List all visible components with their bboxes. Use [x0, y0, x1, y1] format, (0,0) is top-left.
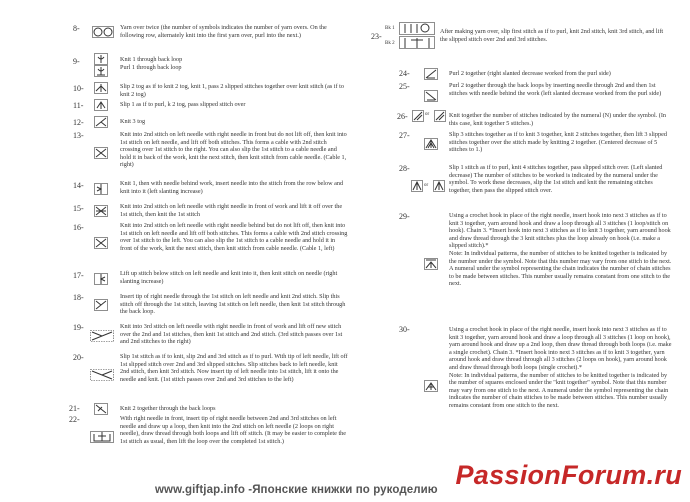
entry-text: Yarn over twice (the number of symbols indicates the number of yarn overs. On the following row, alternately knit into the first yarn over, purl into the next.) [120, 24, 327, 39]
cable-right-icon [94, 147, 112, 161]
entry-text: Slip 1 as if to purl, k 2 tog, pass slipped stitch over [120, 101, 246, 108]
entry-text: Using a crochet hook in place of the right needle, insert hook into next 3 stitches as if to knit 3 together, yarn around hook and draw a loop through all 3 stitches (1 loop on hook), yarn around hook and draw up a 2nd loop, then draw thread through both loops (i.e. make a single crochet). Chain 3. *Insert hook into next 3 stitches as if to knit 3 together, yarn around hook and draw thread through all 3 stitches (2 loops on hook), yarn around hook and draw thread through both loops (single crochet).* Note: In individual patterns, the number of stitches to be knitted together is indicated by the number of squares enclosed under the "knit together" symbol. Note that this number may vary from one stitch to the next. A numeral under the symbol representing the chain indicates the number of chain stitches to be made between stitches. This number usually remains constant from one stitch to the next. [449, 326, 672, 409]
entry-number: 9- [73, 57, 80, 66]
entry-text: After making yarn over, slip first stitch as if to purl, knit 2nd stitch, knit 3rd stitch, and lift the slipped stitch over 2nd and 3rd stitches. [440, 28, 664, 43]
knit-below-icon [94, 183, 112, 197]
entry-text: Knit together the number of stitches indicated by the numeral (N) under the symbol. (In this case, knit together 5 stitches.) [449, 112, 667, 127]
entry-number: 25- [399, 82, 410, 91]
entry-number: 14- [73, 181, 84, 190]
knit-n-tog-icon [412, 110, 448, 124]
entry-text: Slip 1st stitch as if to knit, slip 2nd and 3rd stitch as if to purl. With tip of left needle, lift off 1st slipped stitch over 2nd and 3rd slipped stitches. Slip stitches back to left needle, knit 2nd stitch, then knit 3rd stitch. Now insert tip of left needle into 1st stitch, lift it onto the needle and knit. (1st stitch passes over 2nd and 3rd stitches to the left) [120, 353, 348, 383]
entry-number: 27- [399, 131, 410, 140]
entry-number: 22- [69, 415, 80, 424]
knit-2-tog-back-icon [94, 403, 112, 417]
entry-number: 29- [399, 212, 410, 221]
cross-lift-icon [94, 205, 112, 219]
entry-number: 26- [397, 112, 408, 121]
entry-number: 11- [73, 101, 84, 110]
wrap-stitch-icon [90, 431, 114, 445]
entry-number: 13- [73, 131, 84, 140]
knit-back-loop-icon [94, 53, 112, 67]
entry-number: 8- [73, 24, 80, 33]
entry-text: Slip 3 stitches together as if to knit 3 together, knit 2 stitches together, then lift 3 slipped stitches together over the stitch made by knitting 2 together. (Centered decrease of 5 stitches to 1.) [449, 131, 667, 154]
entry-number: 30- [399, 325, 410, 334]
entry-text: Slip 1 stitch as if to purl, knit 4 stitches together, pass slipped stitch over. (Left slanted decrease) The number of stitches to be worked is indicated by the numeral under the symbol. To work these decreases, slip the 1st stitch and knit the remaining stitches together, then pass the slipped stitch over. [449, 164, 663, 194]
entry-number: 24- [399, 69, 410, 78]
double-yarn-over-icon [92, 26, 114, 40]
or-label: or [425, 112, 430, 117]
slip-knit-2-pass-icon [94, 99, 112, 113]
entry-text: Knit into 2nd stitch on left needle with right needle in front of work and lift it off over the 1st stitch, then knit the 1st stitch [120, 203, 343, 218]
entry-text: Purl 2 together (right slanted decrease worked from the purl side) [449, 70, 611, 77]
bk-row-icon [399, 22, 435, 50]
entry-text: Knit 1, then with needle behind work, insert needle into the stitch from the row below and knit into it (left slanting increase) [120, 180, 344, 195]
entry-number: 17- [73, 271, 84, 280]
entry-number: 15- [73, 204, 84, 213]
entry-number: 12- [73, 118, 84, 127]
entry-number: 16- [73, 223, 84, 232]
cross-2nd-over-icon [94, 299, 112, 313]
entry-number: 28- [399, 164, 410, 173]
lift-up-increase-icon [94, 273, 112, 287]
purl-2-tog-icon [424, 68, 442, 82]
slip-2-knit-1-pass-icon [94, 82, 112, 96]
entry-text: Knit 2 together through the back loops [120, 405, 216, 412]
crochet-2-loop-icon [424, 380, 442, 394]
slip-knit-n-icon [411, 180, 447, 194]
entry-text: Knit into 2nd stitch on left needle with right needle behind but do not lift off, then knit into 1st stitch on left needle and lift off both stitches. This forms a cable with 2nd stitch crossing over 1st stitch to the left. You can also slip the 1st stitch to a cable needle and hold it in front of the work, knit the next stitch, then knit stitch from cable needle. (Cable 1, left) [120, 222, 348, 252]
entry-text: Slip 2 tog as if to knit 2 tog, knit 1, pass 2 slipped stitches together over knit stitch (as if to knit 2 tog) [120, 83, 344, 98]
entry-number: 19- [73, 323, 84, 332]
watermark: PassionForum.ru [455, 460, 682, 490]
or-label: or [424, 183, 429, 188]
bk-label: Bk 2 [385, 41, 395, 46]
entry-number: 20- [73, 353, 84, 362]
entry-text: Using a crochet hook in place of the right needle, insert hook into next 3 stitches as if to knit 3 together, yarn around hook and draw a loop through all 3 stitches (1 loop/stitch on hook). Chain 3. *Insert hook into next 3 stitches as if to knit 3 together, yarn around hook and draw thread through the 3 knit stitches plus the loop already on hook (i.e. make a slipped stitch).* Note: In individual patterns, the number of stitches to be knitted together is indicated by the number under the symbol. Note that this number may vary from one stitch to the next. A numeral under the symbol representing the chain indicates the number of chain stitches to be made between stitches. This number usually remains constant from one stitch to the next. [449, 212, 672, 288]
entry-number: 21- [69, 404, 80, 413]
footer-credit: www.giftjap.info -Японские книжки по рукоделию [155, 484, 438, 496]
entry-text: Purl 2 together through the back loops by inserting needle through 2nd and then 1st stitches with needle behind the work (left slanted decrease worked from the purl side) [449, 82, 662, 97]
entry-text: Lift up stitch below stitch on left needle and knit into it, then knit stitch on needle (right slanting increase) [120, 270, 338, 285]
entry-text: Knit 1 through back loop Purl 1 through back loop [120, 56, 183, 71]
purl-2-tog-back-icon [424, 90, 442, 104]
entry-text: Knit into 3rd stitch on left needle with right needle in front of work and lift off new stitch over the 2nd and 1st stitches, then knit 1st stitch and 2nd stitch. (3rd stitch passes over 1st and 2nd stitches to the right) [120, 323, 343, 346]
cross-3rd-over-icon [90, 330, 114, 344]
entry-text: With right needle in front, insert tip of right needle between 2nd and 3rd stitches on left needle and draw up a loop, then knit into the 2nd stitch on left needle (2 loops on right needle), draw thread through both loops and lift off stitch. (It may be easier to complete the 1st stitch as usual, then lift the loop over the completed 1st stitch.) [120, 415, 347, 445]
slip-3-knit-2-icon [424, 138, 442, 152]
entry-text: Knit 3 tog [120, 118, 146, 125]
entry-number: 10- [73, 84, 84, 93]
entry-text: Knit into 2nd stitch on left needle with right needle in front but do not lift off, then knit into 1st stitch on left needle, and lift off both stitches. This forms a cable with 2nd stitch crossing over 1st stitch to the right. You can also slip the 1st stitch to a cable needle and hold it in back of the work, knit the next stitch, then knit stitch from cable needle. (Cable 1, right) [120, 131, 347, 169]
slip-1st-over-3-icon [90, 369, 114, 383]
cable-left-icon [94, 237, 112, 251]
crochet-cluster-icon [424, 258, 442, 272]
entry-number: 18- [73, 293, 84, 302]
entry-text: Insert tip of right needle through the 1st stitch on left needle and knit 2nd stitch. Slip this stitch off through the 1st stitch, leaving 1st stitch on left needle, then knit 1st stitch through the back loop. [120, 293, 346, 316]
knit-3-tog-icon [94, 116, 112, 130]
bk-label: Bk 1 [385, 26, 395, 31]
entry-number: 23- [371, 32, 382, 41]
